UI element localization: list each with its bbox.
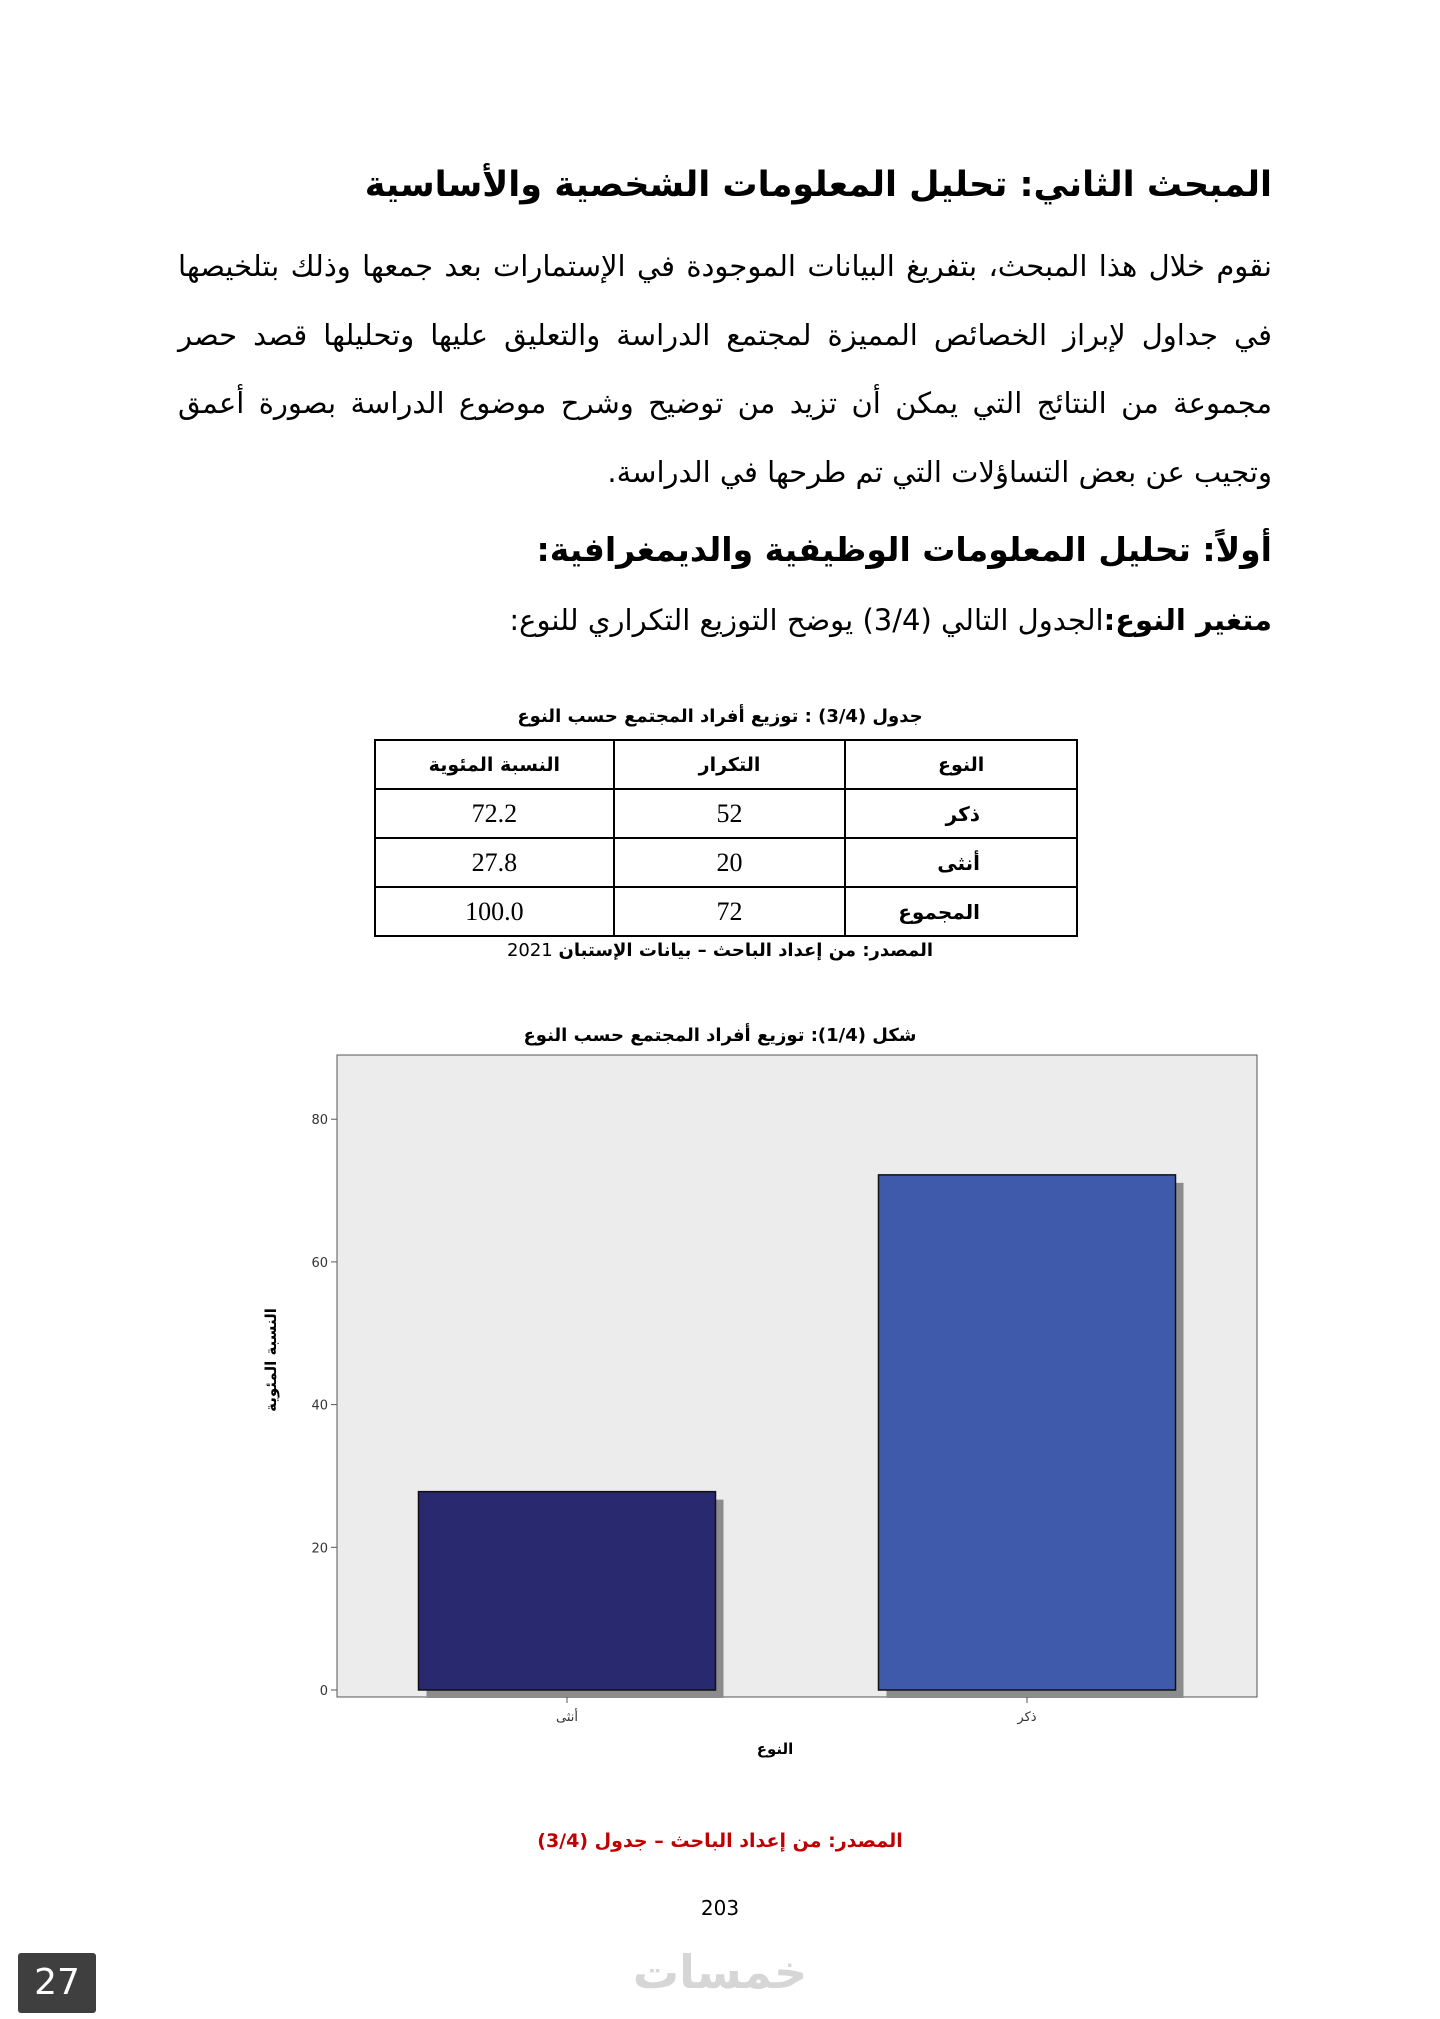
table-source-year: 2021 (506, 940, 553, 961)
cell-category: المجموع (845, 887, 1077, 936)
sub-heading: أولاً: تحليل المعلومات الوظيفية والديمغرافية: (536, 530, 1272, 569)
y-tick-label: 40 (311, 1398, 328, 1414)
table-source-label: المصدر: من إعداد الباحث – بيانات الإستبان (558, 940, 934, 961)
bar (419, 1492, 716, 1690)
figure-source: المصدر: من إعداد الباحث – جدول (3/4) (537, 1830, 903, 1852)
cell-frequency: 20 (614, 838, 846, 887)
x-tick-label: أنثى (556, 1710, 578, 1725)
cell-frequency: 72 (614, 887, 846, 936)
y-tick-label: 0 (319, 1684, 328, 1699)
x-axis (556, 1697, 1037, 1725)
bar (879, 1175, 1176, 1690)
page-number: 203 (700, 1896, 740, 1920)
cell-category: ذكر (845, 789, 1077, 838)
variable-label: متغير النوع: (1103, 603, 1272, 637)
y-axis (311, 1113, 337, 1699)
cell-percent: 100.0 (375, 887, 614, 936)
y-tick-label: 20 (311, 1541, 328, 1557)
intro-paragraph: نقوم خلال هذا المبحث، بتفريغ البيانات الموجودة في الإستمارات بعد جمعها وذلك بتلخيصها في جداول لإبراز الخصائص المميزة لمجتمع الدراسة والتعليق عليها وتحليلها قصد حصر مجموعة من النتائج التي يمكن أن تزيد من توضيح وشرح موضوع الدراسة بصورة أعمق وتجيب عن بعض التساؤلات التي تم طرحها في الدراسة. (178, 249, 1272, 489)
cell-percent: 72.2 (375, 789, 614, 838)
figure-caption: شكل (1/4): توزيع أفراد المجتمع حسب النوع (523, 1025, 917, 1046)
watermark-logo: خمسات (632, 1945, 808, 1999)
viewer-page-badge: 27 (18, 1953, 96, 2013)
header-percent: النسبة المئوية (375, 740, 614, 789)
section-heading: المبحث الثاني: تحليل المعلومات الشخصية والأساسية (364, 165, 1272, 205)
x-axis-label: النوع (756, 1740, 794, 1758)
variable-text: الجدول التالي (3/4) يوضح التوزيع التكراري للنوع: (509, 603, 1104, 637)
y-tick-label: 60 (311, 1255, 328, 1271)
cell-frequency: 52 (614, 789, 846, 838)
y-tick-label: 80 (311, 1113, 328, 1129)
table-caption: جدول (3/4) : توزيع أفراد المجتمع حسب النوع (517, 706, 923, 727)
y-axis-label: النسبة المئوية (262, 1308, 280, 1412)
cell-percent: 27.8 (375, 838, 614, 887)
cell-category: أنثى (845, 838, 1077, 887)
header-frequency: التكرار (614, 740, 846, 789)
header-gender: النوع (845, 740, 1077, 789)
x-tick-label: ذكر (1017, 1710, 1037, 1725)
